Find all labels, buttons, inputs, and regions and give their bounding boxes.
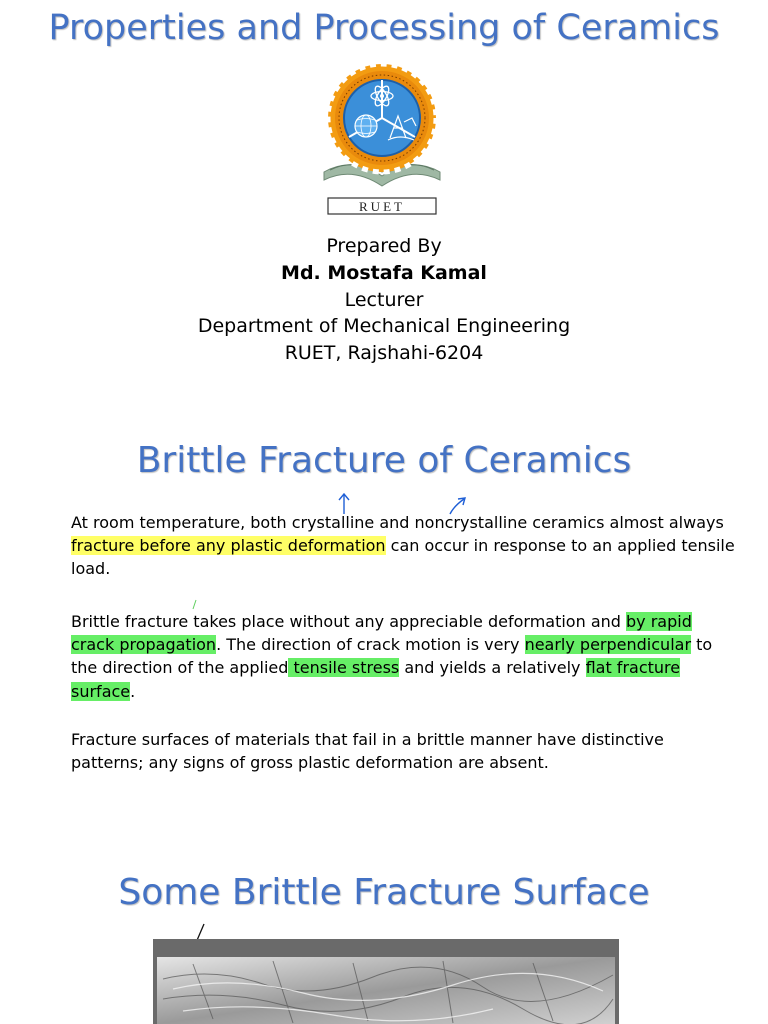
highlight-yellow: fracture before any plastic deformation bbox=[71, 536, 386, 556]
slide-title-properties: Properties and Processing of Ceramics bbox=[48, 8, 720, 48]
slide-title-brittle-fracture: Brittle Fracture of Ceramics bbox=[136, 440, 632, 481]
paragraph-fracture-surfaces: Fracture surfaces of materials that fail in a brittle manner have distinctive patterns; any signs of gross plastic deformation are absent. bbox=[71, 730, 664, 773]
slide-title-fracture-surface: Some Brittle Fracture Surface bbox=[118, 872, 650, 913]
highlight-green: flat fracture surface bbox=[71, 658, 681, 701]
annotation-mark-icon bbox=[191, 598, 199, 610]
author-department: Department of Mechanical Engineering bbox=[197, 315, 571, 338]
fracture-surface-photo bbox=[153, 939, 619, 1024]
paragraph-brittle-fracture: Brittle fracture takes place without any appreciable deformation and by rapid crack propagation. The direction of crack motion is very nearly perpendicular to the direction of the applied tensile stress and yields a relatively flat fracture surface. bbox=[71, 612, 713, 701]
logo-banner-text: RUET bbox=[359, 199, 405, 214]
author-name: Md. Mostafa Kamal bbox=[281, 261, 487, 284]
highlight-green: by rapid crack propagation bbox=[71, 612, 692, 655]
highlight-green: nearly perpendicular bbox=[524, 635, 692, 655]
author-block bbox=[0, 233, 768, 367]
author-position: Lecturer bbox=[344, 288, 424, 311]
highlight-green: tensile stress bbox=[288, 658, 400, 678]
author-address: RUET, Rajshahi-6204 bbox=[284, 342, 484, 365]
prepared-by-label: Prepared By bbox=[326, 235, 442, 257]
ruet-logo bbox=[320, 60, 444, 216]
paragraph-room-temperature: At room temperature, both crystalline and noncrystalline ceramics almost always fracture before any plastic deformation can occur in response to an applied tensile load. bbox=[71, 513, 735, 579]
